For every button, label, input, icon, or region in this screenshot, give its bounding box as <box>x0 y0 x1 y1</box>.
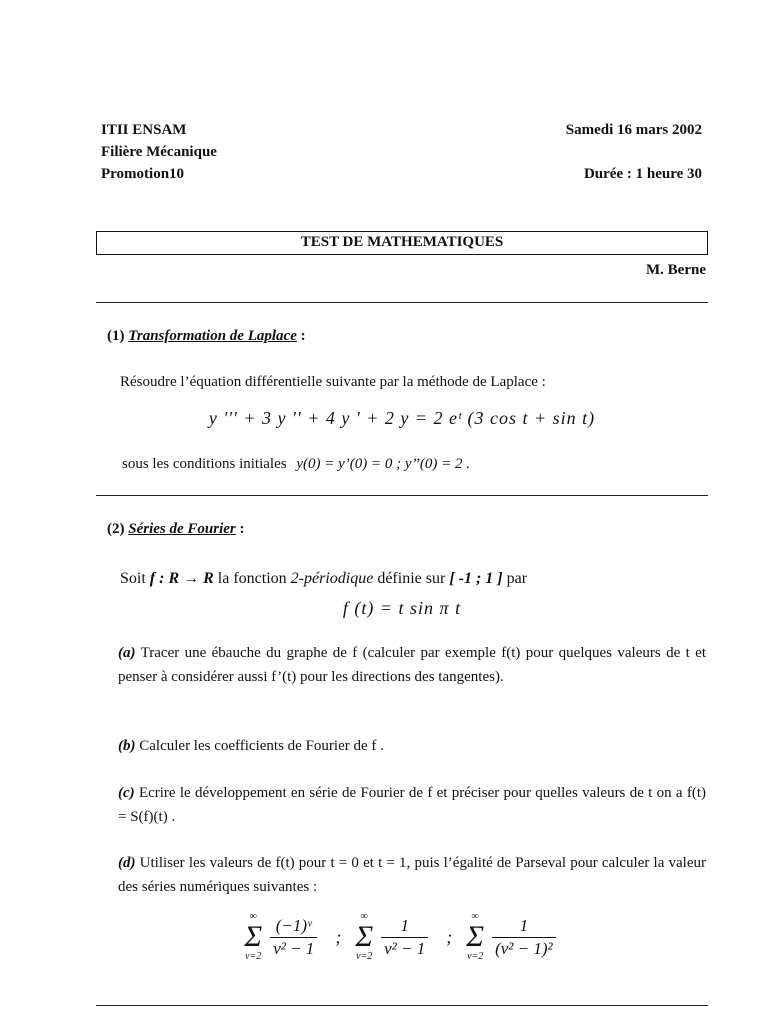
divider <box>96 302 708 303</box>
exam-duration: Durée : 1 heure 30 <box>583 166 702 182</box>
series-term-3: $\frac{1}{\text{(ν² − 1)²}}$ <box>492 915 556 960</box>
question-d: (d) Utiliser les valeurs de f(t) pour t = 0 et t = 1, puis l’égalité de Parseval pour calculer la valeur des séries numériques suivantes : <box>118 855 707 895</box>
exam-date: Samedi 16 mars 2002 <box>565 122 702 138</box>
promotion: Promotion10 <box>101 166 185 182</box>
author: M. Berne <box>646 262 706 278</box>
header-left <box>101 119 217 185</box>
question-a: (a) Tracer une ébauche du graphe de f (calculer par exemple f(t) pour quelques valeurs de t et penser à considérer aussi f’(t) pour les directions des tangentes). <box>118 645 707 685</box>
function-definition: f (t) = t sin π t <box>342 598 462 618</box>
series-term-2: $\frac{1}{\text{ν² − 1}}$ <box>381 915 428 960</box>
initial-conditions: sous les conditions initiales y(0) = y’(0) = 0 ; y’’(0) = 2 . <box>122 456 470 472</box>
section1-title: Transformation de Laplace <box>128 328 297 344</box>
series-row <box>96 912 708 962</box>
sum-symbol: ∞ Σ ν=2 <box>244 911 263 962</box>
separator: ; <box>446 926 453 947</box>
fourier-intro: Soit f : R → R la fonction 2-périodique définie sur [ -1 ; 1 ] par <box>120 570 528 587</box>
separator: ; <box>335 926 342 947</box>
sum-symbol: ∞ Σ ν=2 <box>355 911 374 962</box>
page-title: TEST DE MATHEMATIQUES <box>96 231 708 255</box>
department: Filière Mécanique <box>101 144 217 160</box>
divider <box>96 495 708 496</box>
section2-heading: (2) Séries de Fourier : <box>107 521 245 537</box>
laplace-equation: y ''' + 3 y '' + 4 y ' + 2 y = 2 eᵗ (3 cos t + sin t) <box>208 408 596 428</box>
institution: ITII ENSAM <box>101 122 187 138</box>
question-b: (b) Calculer les coefficients de Fourier de f . <box>118 738 384 754</box>
series-term-1: $\frac{\text{(−1)ᵛ}}{\text{ν² − 1}}$ <box>270 915 317 960</box>
divider <box>96 1005 708 1006</box>
question-c: (c) Ecrire le développement en série de Fourier de f et préciser pour quelles valeurs de t on a f(t) = S(f)(t) . <box>118 785 707 825</box>
sum-symbol: ∞ Σ ν=2 <box>466 911 485 962</box>
section1-heading: (1) Transformation de Laplace : <box>107 328 306 344</box>
section2-title: Séries de Fourier <box>128 521 236 537</box>
section1-instruction: Résoudre l’équation différentielle suivante par la méthode de Laplace : <box>120 374 546 390</box>
header-right <box>450 119 702 185</box>
